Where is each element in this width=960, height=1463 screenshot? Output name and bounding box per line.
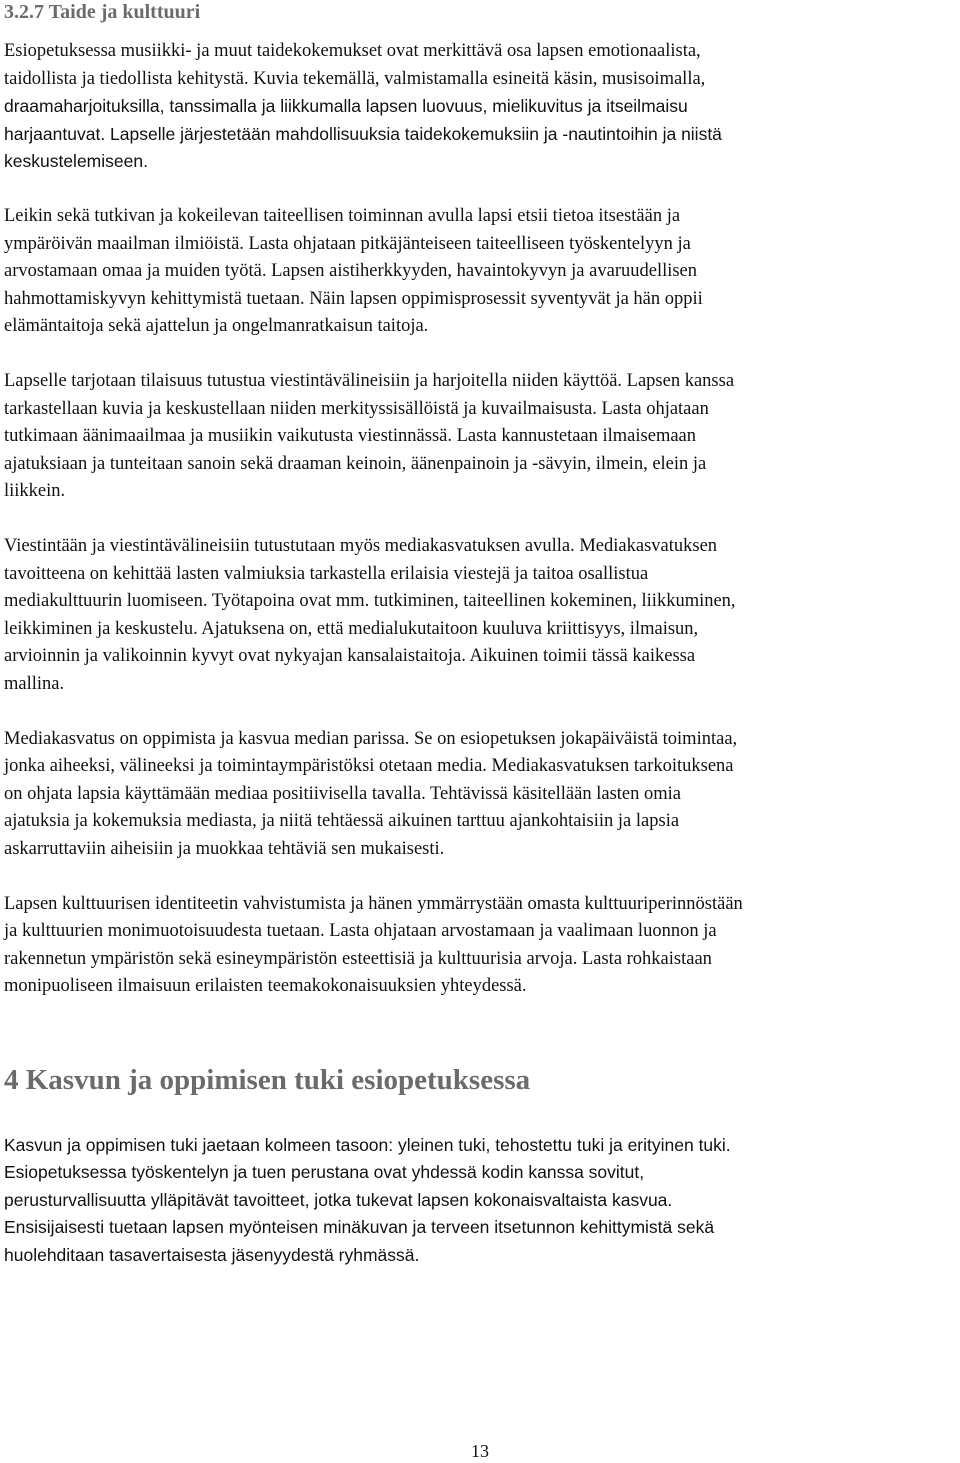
text-line: tarkastellaan kuvia ja keskustellaan niiden merkityssisällöistä ja kuvailmaisusta. Lasta ohjataan xyxy=(4,398,709,419)
paragraph xyxy=(4,891,960,1001)
text-line: ajatuksiaan ja tunteitaan sanoin sekä draaman keinoin, äänenpainoin ja -sävyin, ilmein, elein ja xyxy=(4,453,707,474)
text-line: rakennetun ympäristön sekä esineympäristön esteettisiä ja kulttuurisia arvoja. Lasta rohkaistaan xyxy=(4,948,712,969)
text-line: jonka aiheeksi, välineeksi ja toimintaympäristöksi otetaan media. Mediakasvatuksen tarkoituksena xyxy=(4,756,734,776)
paragraph xyxy=(4,726,960,864)
text-line: Viestintään ja viestintävälineisiin tutustutaan myös mediakasvatuksen avulla. Mediakasvatuksen xyxy=(4,536,718,556)
text-line: ympäröivän maailman ilmiöistä. Lasta ohjataan pitkäjänteiseen taiteelliseen työskentelyyn ja xyxy=(4,233,691,254)
text-line: taidollista ja tiedollista kehitystä. Kuvia tekemällä, valmistamalla esineitä käsin, musisoimalla, xyxy=(4,68,706,89)
text-line: harjaantuvat. Lapselle järjestetään mahdollisuuksia taidekokemuksiin ja -nautintoihin ja niistä xyxy=(4,123,722,144)
text-line: mediakulttuurin luomiseen. Työtapoina ovat mm. tutkiminen, taiteellinen kokeminen, liikkuminen, xyxy=(4,591,736,611)
text-line: arvioinnin ja valikoinnin kyvyt ovat nykyajan kansalaistaitoja. Aikuinen toimii tässä kaikessa xyxy=(4,646,696,666)
text-line: draamaharjoituksilla, tanssimalla ja liikkumalla lapsen luovuus, mielikuvitus ja itseilmaisu xyxy=(4,96,688,116)
section-heading: 3.2.7 Taide ja kulttuuri xyxy=(4,1,201,23)
text-line: elämäntaitoja sekä ajattelun ja ongelmanratkaisun taitoja. xyxy=(4,316,429,336)
text-line: Leikin sekä tutkivan ja kokeilevan taiteellisen toiminnan avulla lapsi etsii tietoa itsestään ja xyxy=(4,206,681,226)
text-line: arvostamaan omaa ja muiden työtä. Lapsen aistiherkkyyden, havaintokyvyn ja avaruudellisen xyxy=(4,261,698,281)
text-line: monipuoliseen ilmaisuun erilaisten teemakokonaisuuksien yhteydessä. xyxy=(4,976,527,996)
text-line: liikkein. xyxy=(4,481,66,501)
text-line: Kasvun ja oppimisen tuki jaetaan kolmeen tasoon: yleinen tuki, tehostettu tuki ja erityinen tuki. xyxy=(4,1134,731,1155)
chapter-paragraph xyxy=(4,1132,960,1270)
text-line: ja kulttuurien monimuotoisuudesta tuetaan. Lasta ohjataan arvostamaan ja vaalimaan luonnon ja xyxy=(4,921,717,941)
paragraph xyxy=(4,533,960,698)
text-line: hahmottamiskyvyn kehittymistä tuetaan. Näin lapsen oppimisprosessit syventyvät ja hän oppii xyxy=(4,288,703,309)
text-line: leikkiminen ja keskustelu. Ajatuksena on, että medialukutaitoon kuuluva kriittisyys, ilmaisun, xyxy=(4,618,699,639)
text-line: Lapselle tarjotaan tilaisuus tutustua viestintävälineisiin ja harjoitella niiden käyttöä. Lapsen kanssa xyxy=(4,371,735,391)
text-line: mallina. xyxy=(4,673,65,694)
text-line: perusturvallisuutta ylläpitävät tavoitteet, jotka tukevat lapsen kokonaisvaltaista kasvua. xyxy=(4,1189,673,1210)
text-line: tutkimaan äänimaailmaa ja musiikin vaikutusta viestinnässä. Lasta kannustetaan ilmaisemaan xyxy=(4,426,697,446)
document-page xyxy=(4,0,960,1269)
text-line: Mediakasvatus on oppimista ja kasvua median parissa. Se on esiopetuksen jokapäiväistä toimintaa, xyxy=(4,728,738,749)
paragraph xyxy=(4,368,960,506)
text-line: askarruttaviin aiheisiin ja muokkaa tehtäviä sen mukaisesti. xyxy=(4,838,445,859)
text-line: huolehditaan tasavertaisesta jäsenyydestä ryhmässä. xyxy=(4,1244,420,1265)
text-line: tavoitteena on kehittää lasten valmiuksia tarkastella erilaisia viestejä ja taitoa osallistua xyxy=(4,563,649,584)
text-line: Ensisijaisesti tuetaan lapsen myönteisen minäkuvan ja terveen itsetunnon kehittymistä sekä xyxy=(4,1217,715,1237)
paragraph xyxy=(4,38,960,176)
page-number: 13 xyxy=(471,1441,489,1461)
text-line: Lapsen kulttuurisen identiteetin vahvistumista ja hänen ymmärrystään omasta kulttuuriperinnöstään xyxy=(4,893,743,914)
text-line: keskustelemiseen. xyxy=(4,151,148,171)
chapter-heading: 4 Kasvun ja oppimisen tuki esiopetuksessa xyxy=(4,1063,531,1096)
text-line: Esiopetuksessa työskentelyn ja tuen perustana ovat yhdessä kodin kanssa sovitut, xyxy=(4,1162,645,1182)
section-body xyxy=(4,38,960,1001)
text-line: ajatuksia ja kokemuksia mediasta, ja niitä tehtäessä aikuinen tarttuu ajankohtaisiin ja lapsia xyxy=(4,811,680,831)
text-line: Esiopetuksessa musiikki- ja muut taidekokemukset ovat merkittävä osa lapsen emotionaalista, xyxy=(4,41,701,61)
paragraph xyxy=(4,203,960,341)
text-line: on ohjata lapsia käyttämään mediaa positiivisella tavalla. Tehtävissä käsitellään lasten omia xyxy=(4,783,681,804)
